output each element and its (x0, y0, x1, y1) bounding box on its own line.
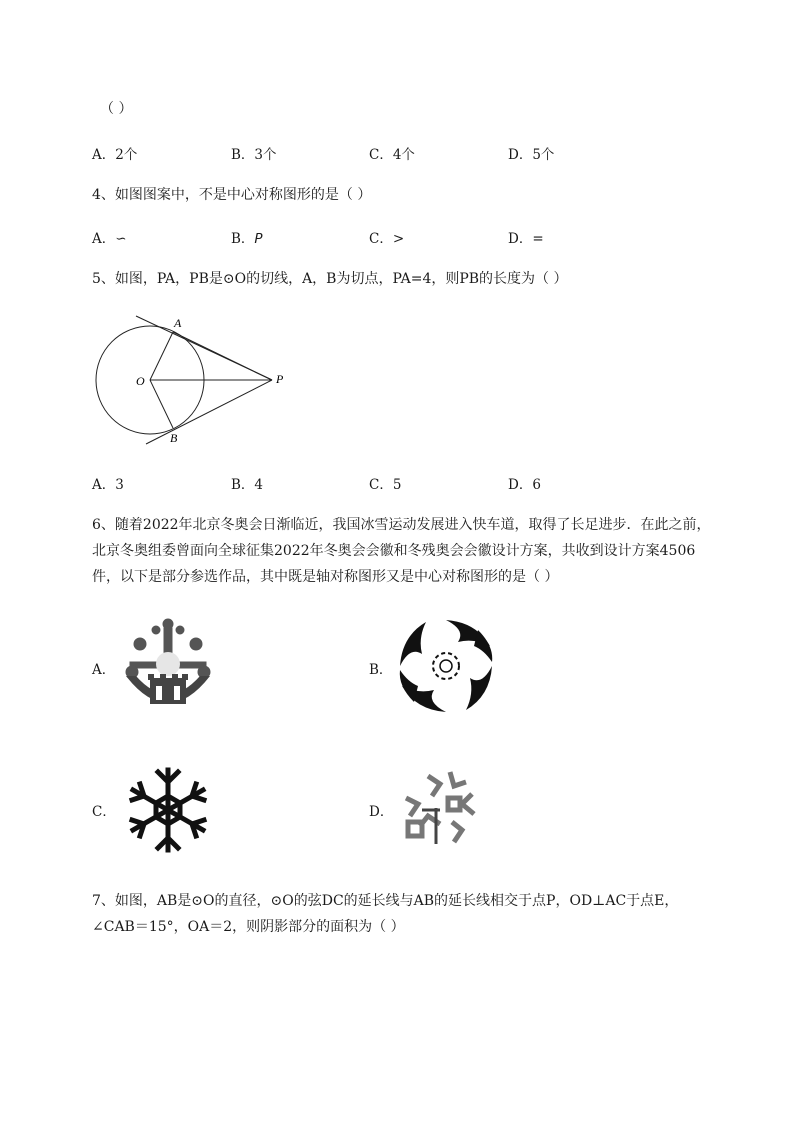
q5-radius-ob (150, 380, 173, 428)
q6-option-c-label: C． (92, 804, 116, 820)
q5-option-b: B．4 (231, 477, 264, 493)
q7-line-2: ∠CAB＝15°，OA＝2，则阴影部分的面积为（ ） (92, 919, 405, 935)
q5-chord-ap (173, 332, 272, 380)
q3-option-d: D．5个 (508, 147, 555, 163)
q4-stem: 4、如图图案中，不是中心对称图形的是（ ） (92, 187, 372, 203)
q5-option-c: C．5 (369, 477, 402, 493)
q6-option-a-label: A． (92, 662, 116, 678)
q6-emblem-b-icon (396, 616, 496, 716)
q5-label-o: O (136, 374, 145, 388)
q5-label-p: P (276, 372, 284, 386)
q5-option-d: D．6 (508, 477, 541, 493)
q6-emblem-c-icon (120, 762, 216, 858)
q5-tangent-figure (90, 310, 300, 450)
q4-option-b: B．𝘗 (231, 231, 263, 247)
q3-option-a: A．2个 (92, 147, 138, 163)
q6-emblem-a-icon (120, 612, 216, 716)
q4-option-c: C．> (369, 231, 405, 247)
q7-line-1: 7、如图，AB是⊙O的直径，⊙O的弦DC的延长线与AB的延长线相交于点P，OD⊥AC于点E， (92, 893, 679, 909)
q5-option-a: A．3 (92, 477, 124, 493)
q5-stem: 5、如图，PA，PB是⊙O的切线，A，B为切点，PA=4，则PB的长度为（ ） (92, 271, 568, 287)
q6-line-1: 6、随着2022年北京冬奥会日渐临近，我国冰雪运动发展进入快车道，取得了长足进步．在此之前， (92, 517, 711, 533)
q6-line-2: 北京冬奥组委曾面向全球征集2022年冬奥会会徽和冬残奥会会徽设计方案，共收到设计方案4506 (92, 543, 696, 559)
q3-paren: （ ） (100, 101, 133, 117)
q6-emblem-d-icon (392, 764, 492, 852)
q5-label-a: A (174, 316, 182, 330)
q5-label-b: B (170, 431, 178, 445)
q6-option-b-label: B． (369, 662, 393, 678)
q6-option-d-label: D． (369, 804, 394, 820)
q4-option-a: A．∽ (92, 231, 127, 247)
q4-option-d: D．= (508, 231, 544, 247)
q6-line-3: 件，以下是部分参选作品，其中既是轴对称图形又是中心对称图形的是（ ） (92, 569, 559, 585)
q5-radius-oa (150, 332, 173, 380)
q3-option-c: C．4个 (369, 147, 415, 163)
q3-option-b: B．3个 (231, 147, 277, 163)
